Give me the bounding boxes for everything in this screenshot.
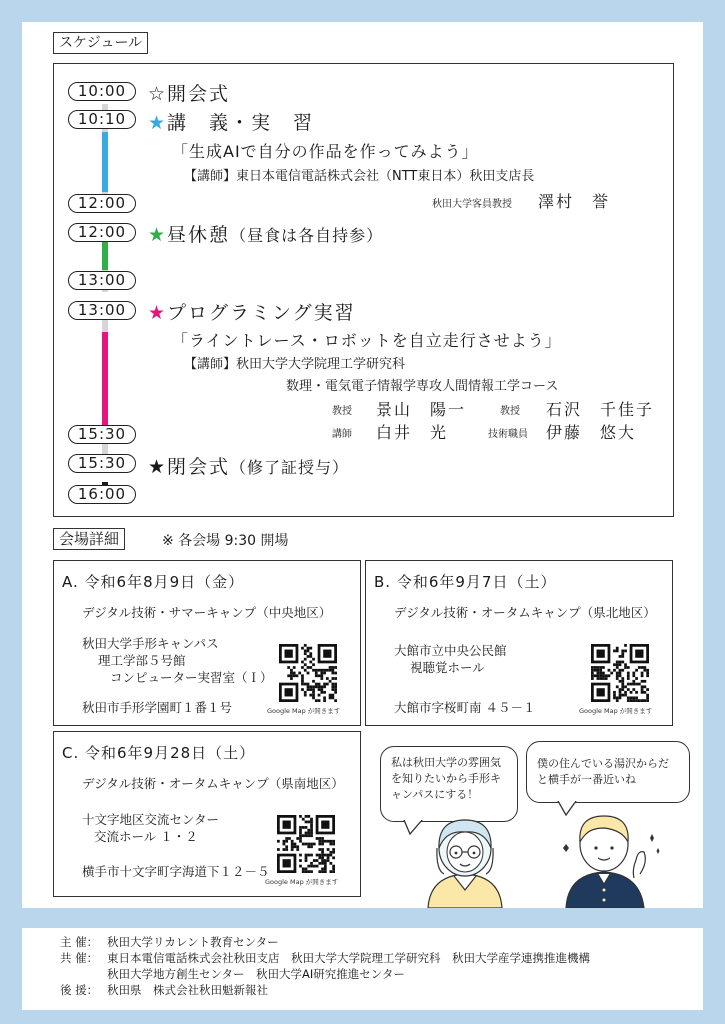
green-star-icon: ★ — [148, 224, 168, 246]
speech-bubble-boy: 僕の住んでいる湯沢からだと横手が一番近いね — [526, 741, 690, 803]
time-pill: 15:30 — [68, 454, 136, 473]
venue-address: 横手市十文字町字海道下１２－５ — [82, 864, 270, 879]
programming-timeline-bar — [102, 332, 108, 440]
lunch-title: 昼休憩 — [167, 224, 231, 246]
staff-name: 景山 陽一 — [376, 400, 467, 419]
qr-code-icon[interactable] — [277, 815, 335, 873]
time-pill: 12:00 — [68, 223, 136, 242]
venue-place: 視聴覚ホール — [410, 660, 485, 675]
time-pill: 10:00 — [68, 82, 136, 101]
closing-heading — [148, 452, 349, 479]
lecture-title: 講 義・実 習 — [167, 112, 315, 134]
staff-role: 教授 — [332, 406, 352, 417]
lecture-heading — [148, 108, 314, 135]
programming-dept: 数理・電気電子情報学専攻人間情報工学コース — [286, 379, 559, 394]
venue-c — [53, 731, 361, 897]
venue-place: 理工学部５号館 — [98, 653, 186, 668]
venue-label: 会場詳細 — [53, 528, 125, 550]
staff-role: 技術職員 — [488, 429, 528, 440]
footer-row — [60, 982, 703, 998]
staff-role: 教授 — [500, 406, 520, 417]
qr-code-icon[interactable] — [279, 644, 337, 702]
footer-row — [60, 966, 703, 982]
staff-name: 伊藤 悠大 — [546, 423, 637, 442]
time-pill: 16:00 — [68, 485, 136, 504]
programming-title: プログラミング実習 — [167, 302, 356, 324]
venue-camp: デジタル技術・オータムキャンプ（県南地区） — [82, 776, 344, 791]
footer-key: 主 催： — [60, 935, 99, 949]
programming-heading — [148, 298, 356, 325]
footer-text: 秋田大学リカレント教育センター — [107, 935, 279, 949]
time-pill: 13:00 — [68, 271, 136, 290]
qr-caption: Google Map が開きます — [579, 707, 653, 715]
lunch-heading — [148, 220, 383, 247]
venue-b — [365, 560, 673, 726]
time-pill: 13:00 — [68, 301, 136, 320]
time-pill: 12:00 — [68, 194, 136, 213]
programming-lecturer: 【講師】秋田大学大学院理工学研究科 — [184, 357, 406, 372]
venue-address: 大館市字桜町南 ４５－１ — [394, 700, 536, 715]
venue-place: 十文字地区交流センター — [82, 812, 220, 827]
venue-date: A. 令和6年8月9日（金） — [62, 573, 245, 591]
schedule-label: スケジュール — [53, 32, 148, 54]
staff-name: 白井 光 — [376, 423, 449, 442]
venue-address: 秋田市手形学園町１番１号 — [82, 700, 233, 715]
flyer-sheet — [22, 22, 703, 908]
footer-key: 後 援： — [60, 983, 99, 997]
organizer-footer — [22, 928, 703, 1010]
qr-caption: Google Map が開きます — [265, 878, 339, 886]
lunch-note: （昼食は各自持参） — [230, 226, 384, 245]
venue-date: C. 令和6年9月28日（土） — [62, 744, 256, 762]
student-girl-illustration — [410, 812, 520, 908]
pink-star-icon: ★ — [148, 302, 168, 324]
opening-ceremony: ☆開会式 — [148, 83, 231, 105]
blue-star-icon: ★ — [148, 112, 168, 134]
venue-date: B. 令和6年9月7日（土） — [374, 573, 557, 591]
programming-subtitle: 「ライントレース・ロボットを自立走行させよう」 — [172, 331, 562, 350]
footer-text: 秋田大学地方創生センター 秋田大学AI研究推進センター — [107, 967, 405, 981]
lecturer-role: 秋田大学客員教授 — [432, 199, 512, 210]
time-pill: 15:30 — [68, 425, 136, 444]
footer-row — [60, 934, 703, 950]
staff-role: 講師 — [332, 429, 352, 440]
footer-text: 秋田県 株式会社秋田魁新報社 — [107, 983, 268, 997]
venue-place: 大館市立中央公民館 — [394, 643, 507, 658]
lecture-timeline-bar — [102, 132, 108, 192]
lecture-subtitle: 「生成AIで自分の作品を作ってみよう」 — [172, 142, 479, 161]
closing-note: （修了証授与） — [230, 458, 350, 477]
venue-place: 秋田大学手形キャンパス — [82, 636, 219, 651]
time-pill: 10:10 — [68, 110, 136, 129]
venue-a — [53, 560, 361, 726]
footer-text: 東日本電信電話株式会社秋田支店 秋田大学大学院理工学研究科 秋田大学産学連携推進機構 — [107, 951, 590, 965]
lecturer-name: 澤村 誉 — [538, 192, 611, 211]
closing-title: ★閉会式 — [148, 456, 231, 478]
lunch-timeline-bar — [102, 242, 108, 270]
student-boy-illustration — [552, 804, 672, 908]
venue-camp: デジタル技術・サマーキャンプ（中央地区） — [82, 605, 332, 620]
venue-place: コンピューター実習室（Ｉ） — [110, 670, 273, 685]
staff-name: 石沢 千佳子 — [546, 400, 655, 419]
footer-key — [60, 966, 107, 982]
qr-code-icon[interactable] — [591, 644, 649, 702]
venue-camp: デジタル技術・オータムキャンプ（県北地区） — [394, 605, 656, 620]
schedule-box — [53, 63, 674, 517]
lecture-lecturer: 【講師】東日本電信電話株式会社（NTT東日本）秋田支店長 — [184, 169, 535, 184]
speech-bubble-girl: 私は秋田大学の雰囲気を知りたいから手形キャンパスにする！ — [380, 746, 518, 822]
venue-note: ※ 各会場 9:30 開場 — [162, 533, 289, 549]
footer-row — [60, 950, 703, 966]
venue-place: 交流ホール １・２ — [94, 829, 198, 844]
footer-key: 共 催： — [60, 951, 99, 965]
qr-caption: Google Map が開きます — [267, 707, 341, 715]
